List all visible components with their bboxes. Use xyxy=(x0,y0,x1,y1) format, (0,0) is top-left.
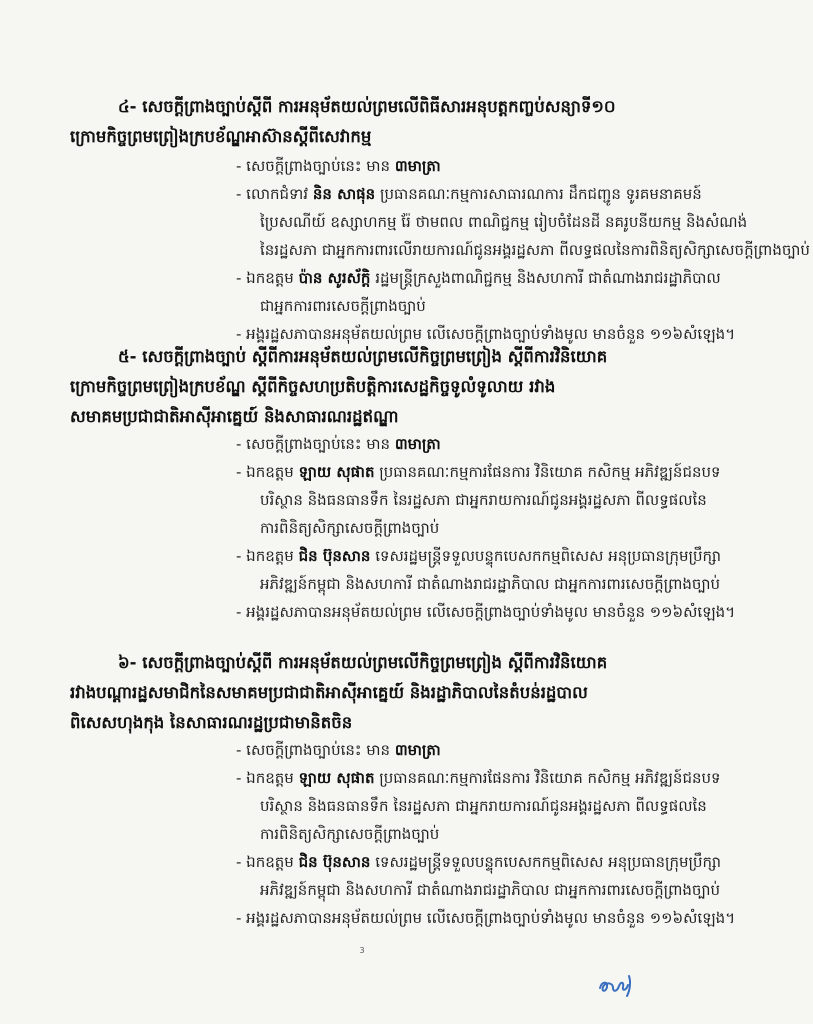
bullet-text: - លោកជំទាវ xyxy=(236,185,313,203)
bullet-line xyxy=(236,764,813,792)
bullet-line xyxy=(236,180,813,208)
bullet-text-tail: ទេសរដ្ឋមន្ត្រីទទួលបន្ទុកបេសកកម្មពិសេស អនុប្រធានក្រុមប្រឹក្សា xyxy=(370,547,722,565)
bold-name: ឡាយ សុផាត xyxy=(298,769,375,787)
bullet-line xyxy=(236,904,813,932)
section-heading-line: ៦- សេចក្តីព្រាងច្បាប់ស្តីពី ការអនុម័តយល់ព្រមលើកិច្ចព្រមព្រៀង ស្តីពីការវិនិយោគ xyxy=(118,653,608,672)
section-heading-line: ៤- សេចក្តីព្រាងច្បាប់ស្តីពី ការអនុម័តយល់ព្រមលើពិធីសារអនុបត្តកញ្ចប់សន្យាទី១០ xyxy=(118,97,616,116)
bullet-text-tail: ប្រធានគណៈកម្មការសាធារណការ ដឹកជញ្ជូន ទូរគមនាគមន៍ xyxy=(375,185,702,203)
bullet-line xyxy=(260,292,813,320)
bullet-text: - អង្គរដ្ឋសភាបានអនុម័តយល់ព្រម លើសេចក្តីព្រាងច្បាប់ទាំងមូល មានចំនួន ១១៦សំឡេង។ xyxy=(236,603,736,621)
bullet-text: ជាអ្នកការពារសេចក្តីព្រាងច្បាប់ xyxy=(260,297,426,315)
bold-name: ៣មាត្រា xyxy=(394,435,441,453)
bullet-text: - ឯកឧត្តម xyxy=(236,853,299,871)
bullet-text-tail: ទេសរដ្ឋមន្ត្រីទទួលបន្ទុកបេសកកម្មពិសេស អនុប្រធានក្រុមប្រឹក្សា xyxy=(370,853,722,871)
bullet-text: - អង្គរដ្ឋសភាបានអនុម័តយល់ព្រម លើសេចក្តីព្រាងច្បាប់ទាំងមូល មានចំនួន ១១៦សំឡេង។ xyxy=(236,325,736,343)
bullet-text: ប្រៃសណីយ៍ ឧស្សាហកម្ម រ៉ែ ថាមពល ពាណិជ្ជកម្ម រៀបចំដែនដី នគរូបនីយកម្ម និងសំណង់ xyxy=(260,213,748,231)
bullet-text: - ឯកឧត្តម xyxy=(236,547,299,565)
bullet-line xyxy=(260,876,813,904)
bullet-text-tail: ប្រធានគណៈកម្មការផែនការ វិនិយោគ កសិកម្ម អភិវឌ្ឍន៍ជនបទ xyxy=(374,769,721,787)
section-heading-line: ក្រោមកិច្ចព្រមព្រៀងក្របខ័ណ្ឌអាស៊ានស្តីពីសេវាកម្ម xyxy=(70,127,372,146)
bullet-text: ការពិនិត្យសិក្សាសេចក្តីព្រាងច្បាប់ xyxy=(260,825,440,843)
bullet-text: - សេចក្តីព្រាងច្បាប់នេះ មាន xyxy=(236,741,395,759)
bullet-line xyxy=(260,792,813,820)
bullet-text-tail: រដ្ឋមន្ត្រីក្រសួងពាណិជ្ជកម្ម និងសហការី ជាតំណាងរាជរដ្ឋាភិបាល xyxy=(370,269,721,287)
bullet-line xyxy=(236,542,813,570)
section-heading-line: ពិសេសហុងកុង នៃសាធារណរដ្ឋប្រជាមានិតចិន xyxy=(70,713,353,732)
handwritten-initials xyxy=(596,968,640,1000)
bullet-line xyxy=(260,820,813,848)
bold-name: ឡាយ សុផាត xyxy=(298,463,375,481)
bullet-text: អភិវឌ្ឍន៍កម្ពុជា និងសហការី ជាតំណាងរាជរដ្ឋាភិបាល ជាអ្នកការពារសេចក្តីព្រាងច្បាប់ xyxy=(260,881,720,899)
section-heading-line: សមាគមប្រជាជាតិអាស៊ីអាគ្នេយ៍ និងសាធារណរដ្ឋឥណ្ឌា xyxy=(70,407,399,426)
bullet-line xyxy=(236,430,813,458)
bold-name: និន សាផុន xyxy=(312,185,376,203)
bold-name: ៣មាត្រា xyxy=(394,157,441,175)
bullet-text: អភិវឌ្ឍន៍កម្ពុជា និងសហការី ជាតំណាងរាជរដ្ឋាភិបាល ជាអ្នកការពារសេចក្តីព្រាងច្បាប់ xyxy=(260,575,720,593)
bullet-text-tail: ប្រធានគណៈកម្មការផែនការ វិនិយោគ កសិកម្ម អភិវឌ្ឍន៍ជនបទ xyxy=(374,463,721,481)
bullet-text: - ឯកឧត្តម xyxy=(236,463,299,481)
bullet-text: បរិស្ថាន និងធនធានទឹក នៃរដ្ឋសភា ជាអ្នករាយការណ៍ជូនអង្គរដ្ឋសភា ពីលទ្ធផលនៃ xyxy=(260,797,707,815)
section-heading-line: រវាងបណ្តារដ្ឋសមាជិកនៃសមាគមប្រជាជាតិអាស៊ីអាគ្នេយ៍ និងរដ្ឋាភិបាលនៃតំបន់រដ្ឋបាល xyxy=(70,683,588,702)
bullet-line xyxy=(236,598,813,626)
bullet-text: បរិស្ថាន និងធនធានទឹក នៃរដ្ឋសភា ជាអ្នករាយការណ៍ជូនអង្គរដ្ឋសភា ពីលទ្ធផលនៃ xyxy=(260,491,707,509)
bullet-line xyxy=(236,264,813,292)
bullet-line xyxy=(260,570,813,598)
bullet-line xyxy=(260,486,813,514)
bullet-text: - សេចក្តីព្រាងច្បាប់នេះ មាន xyxy=(236,435,395,453)
bullet-line xyxy=(260,208,813,236)
section-heading-line: ក្រោមកិច្ចព្រមព្រៀងក្របខ័ណ្ឌ ស្តីពីកិច្ចសហប្រតិបត្តិការសេដ្ឋកិច្ចទូលំទូលាយ រវាង xyxy=(70,377,556,396)
bold-name: ប៉ាន សូរស័ក្តិ xyxy=(298,269,371,287)
bullet-line xyxy=(236,736,813,764)
bullet-line xyxy=(236,152,813,180)
bullet-line xyxy=(236,458,813,486)
bullet-line xyxy=(236,848,813,876)
bold-name: ៣មាត្រា xyxy=(394,741,441,759)
bullet-text: - ឯកឧត្តម xyxy=(236,269,299,287)
bullet-text: នៃរដ្ឋសភា ជាអ្នកការពារលើរាយការណ៍ជូនអង្គរដ្ឋសភា ពីលទ្ធផលនៃការពិនិត្យសិក្សាសេចក្តីព្រាងច្បាប់ xyxy=(260,241,810,259)
page-number: 3 xyxy=(359,946,365,955)
bullet-text: - ឯកឧត្តម xyxy=(236,769,299,787)
bullet-line xyxy=(260,514,813,542)
section-heading-line: ៥- សេចក្តីព្រាងច្បាប់ ស្តីពីការអនុម័តយល់ព្រមលើកិច្ចព្រមព្រៀង ស្តីពីការវិនិយោគ xyxy=(118,347,608,366)
bold-name: ជិន ប៊ុនសាន xyxy=(298,853,371,871)
bold-name: ជិន ប៊ុនសាន xyxy=(298,547,371,565)
bullet-text: ការពិនិត្យសិក្សាសេចក្តីព្រាងច្បាប់ xyxy=(260,519,440,537)
bullet-line xyxy=(260,236,813,264)
bullet-text: - អង្គរដ្ឋសភាបានអនុម័តយល់ព្រម លើសេចក្តីព្រាងច្បាប់ទាំងមូល មានចំនួន ១១៦សំឡេង។ xyxy=(236,909,736,927)
bullet-text: - សេចក្តីព្រាងច្បាប់នេះ មាន xyxy=(236,157,395,175)
